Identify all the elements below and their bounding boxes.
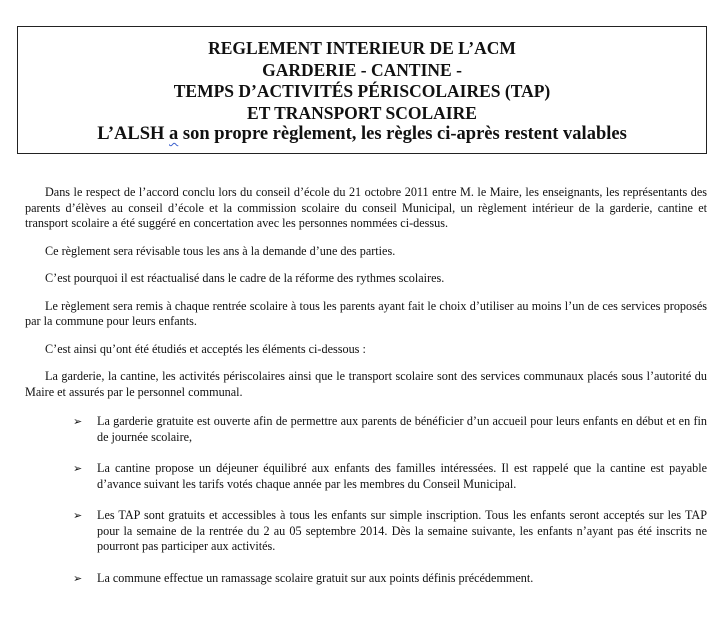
title-line-5-end: son propre règlement, les règles ci-après restent valables bbox=[178, 124, 627, 144]
list-item bbox=[73, 461, 707, 492]
list-item bbox=[73, 571, 707, 587]
list-item-text: La garderie gratuite est ouverte afin de permettre aux parents de bénéficier d’un accueil pour leurs enfants en début et en fin de journée scolaire, bbox=[97, 414, 707, 444]
title-line-1: REGLEMENT INTERIEUR DE L’ACM bbox=[208, 38, 516, 58]
paragraph-intro-elements: C’est ainsi qu’ont été étudiés et acceptés les éléments ci-dessous : bbox=[45, 341, 366, 356]
list-item bbox=[73, 414, 707, 445]
list-item-text: Les TAP sont gratuits et accessibles à tous les enfants sur simple inscription. Tous les enfants seront acceptés sur les TAP pour la semaine de la rentrée du 2 au 05 septembre 2014. Dès la semaine suivante, les enfants n’ayant pas été inscrits ne pourront pas participer aux activités. bbox=[97, 508, 707, 553]
spellcheck-flagged-word[interactable]: a bbox=[169, 124, 179, 144]
list-item-text: La commune effectue un ramassage scolaire gratuit sur aux points définis précédemment. bbox=[97, 570, 534, 585]
arrow-bullet-icon: ➢ bbox=[73, 415, 83, 428]
list-item bbox=[73, 508, 707, 555]
paragraph-reform: C’est pourquoi il est réactualisé dans le cadre de la réforme des rythmes scolaires. bbox=[45, 271, 445, 285]
title-line-3: TEMPS D’ACTIVITÉS PÉRISCOLAIRES (TAP) bbox=[173, 81, 551, 101]
services-list bbox=[25, 414, 707, 586]
title-line-5 bbox=[18, 124, 706, 146]
arrow-bullet-icon: ➢ bbox=[73, 571, 83, 585]
title-line-5-start: L’ALSH bbox=[97, 124, 169, 144]
list-item-text: La cantine propose un déjeuner équilibré aux enfants des familles intéressées. Il est rappelé que la cantine est payable d’avance suivant les tarifs votés chaque année par les membres du Conseil Municipal. bbox=[97, 461, 707, 491]
arrow-bullet-icon: ➢ bbox=[73, 462, 83, 475]
paragraph-services: La garderie, la cantine, les activités périscolaires ainsi que le transport scolaire sont des services communaux placés sous l’autorité du Maire et assurés par le personnel communal. bbox=[25, 369, 707, 399]
title-line-2: GARDERIE - CANTINE - bbox=[262, 59, 462, 80]
paragraph-distribution: Le règlement sera remis à chaque rentrée scolaire à tous les parents ayant fait le choix d’utiliser au moins l’un de ces services proposés par la commune pour leurs enfants. bbox=[25, 298, 707, 328]
paragraph-agreement: Dans le respect de l’accord conclu lors du conseil d’école du 21 octobre 2011 entre M. le Maire, les enseignants, les représentants des parents d’élèves au conseil d’école et la commission scolaire du conseil Municipal, un règlement intérieur de la garderie, cantine et transport scolaire a été suggéré en concertation avec les personnes nommées ci-dessus. bbox=[25, 185, 707, 230]
paragraph-revision: Ce règlement sera révisable tous les ans à la demande d’une des parties. bbox=[45, 243, 396, 258]
document-title-box bbox=[17, 26, 707, 154]
document-body bbox=[25, 185, 707, 602]
arrow-bullet-icon: ➢ bbox=[73, 509, 83, 522]
title-line-4: ET TRANSPORT SCOLAIRE bbox=[247, 102, 477, 123]
